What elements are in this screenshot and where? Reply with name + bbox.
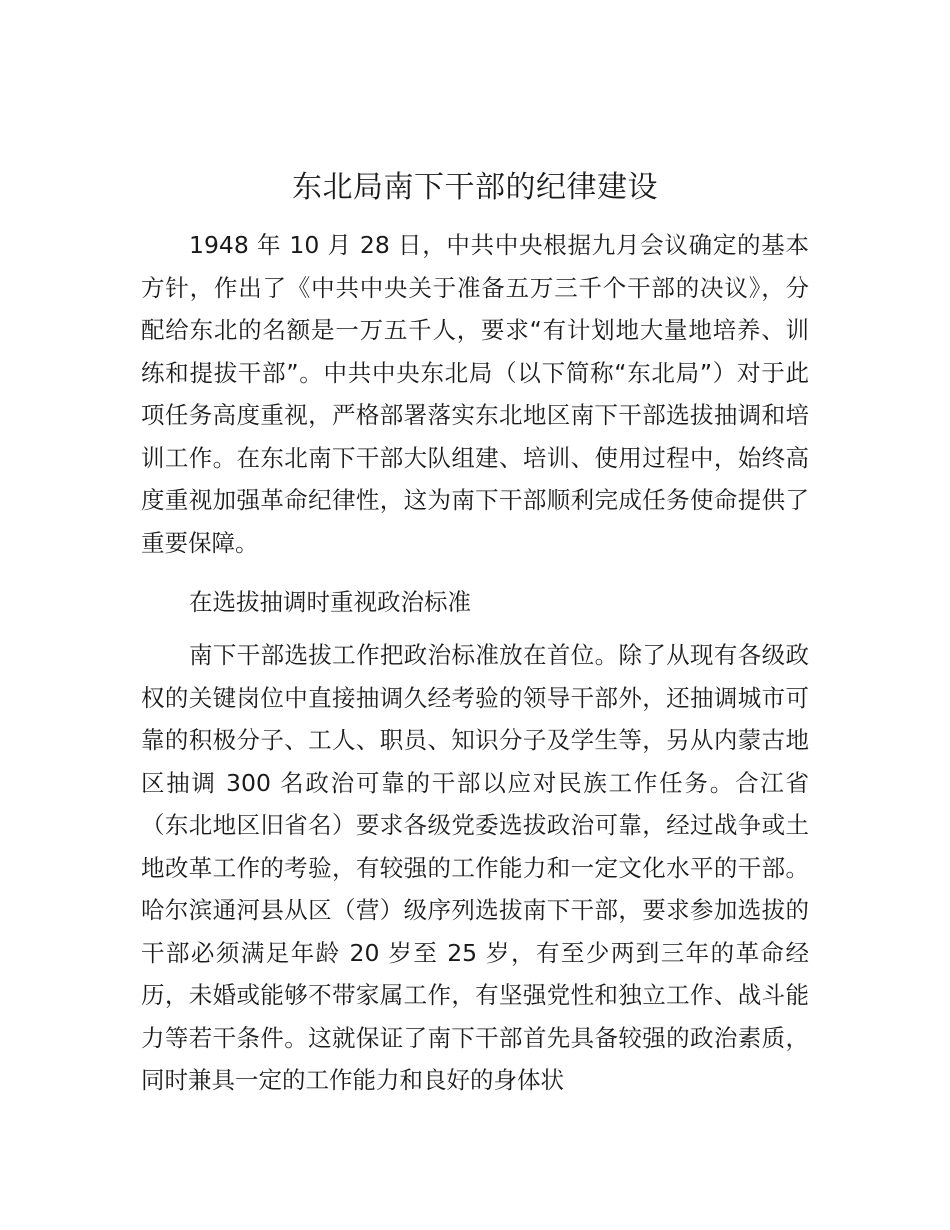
- paragraph-intro: 1948 年 10 月 28 日，中共中央根据九月会议确定的基本方针，作出了《中共中央关于准备五万三千个干部的决议》，分配给东北的名额是一万五千人，要求“有计划地大量地培养、训练和提拔干部”。中共中央东北局（以下简称“东北局”）对于此项任务高度重视，严格部署落实东北地区南下干部选拔抽调和培训工作。在东北南下干部大队组建、培训、使用过程中，始终高度重视加强革命纪律性，这为南下干部顺利完成任务使命提供了重要保障。: [141, 231, 809, 557]
- section-heading: 在选拔抽调时重视政治标准: [189, 588, 471, 616]
- paragraph-selection: 南下干部选拔工作把政治标准放在首位。除了从现有各级政权的关键岗位中直接抽调久经考验的领导干部外，还抽调城市可靠的积极分子、工人、职员、知识分子及学生等，另从内蒙古地区抽调 300 名政治可靠的干部以应对民族工作任务。合江省（东北地区旧省名）要求各级党委选拔政治可靠，经过战争或土地改革工作的考验，有较强的工作能力和一定文化水平的干部。哈尔滨通河县从区（营）级序列选拔南下干部，要求参加选拔的干部必须满足年龄 20 岁至 25 岁，有至少两到三年的革命经历，未婚或能够不带家属工作，有坚强党性和独立工作、战斗能力等若干条件。这就保证了南下干部首先具备较强的政治素质，同时兼具一定的工作能力和良好的身体状: [141, 641, 809, 1094]
- document-title: 东北局南下干部的纪律建设: [292, 170, 658, 205]
